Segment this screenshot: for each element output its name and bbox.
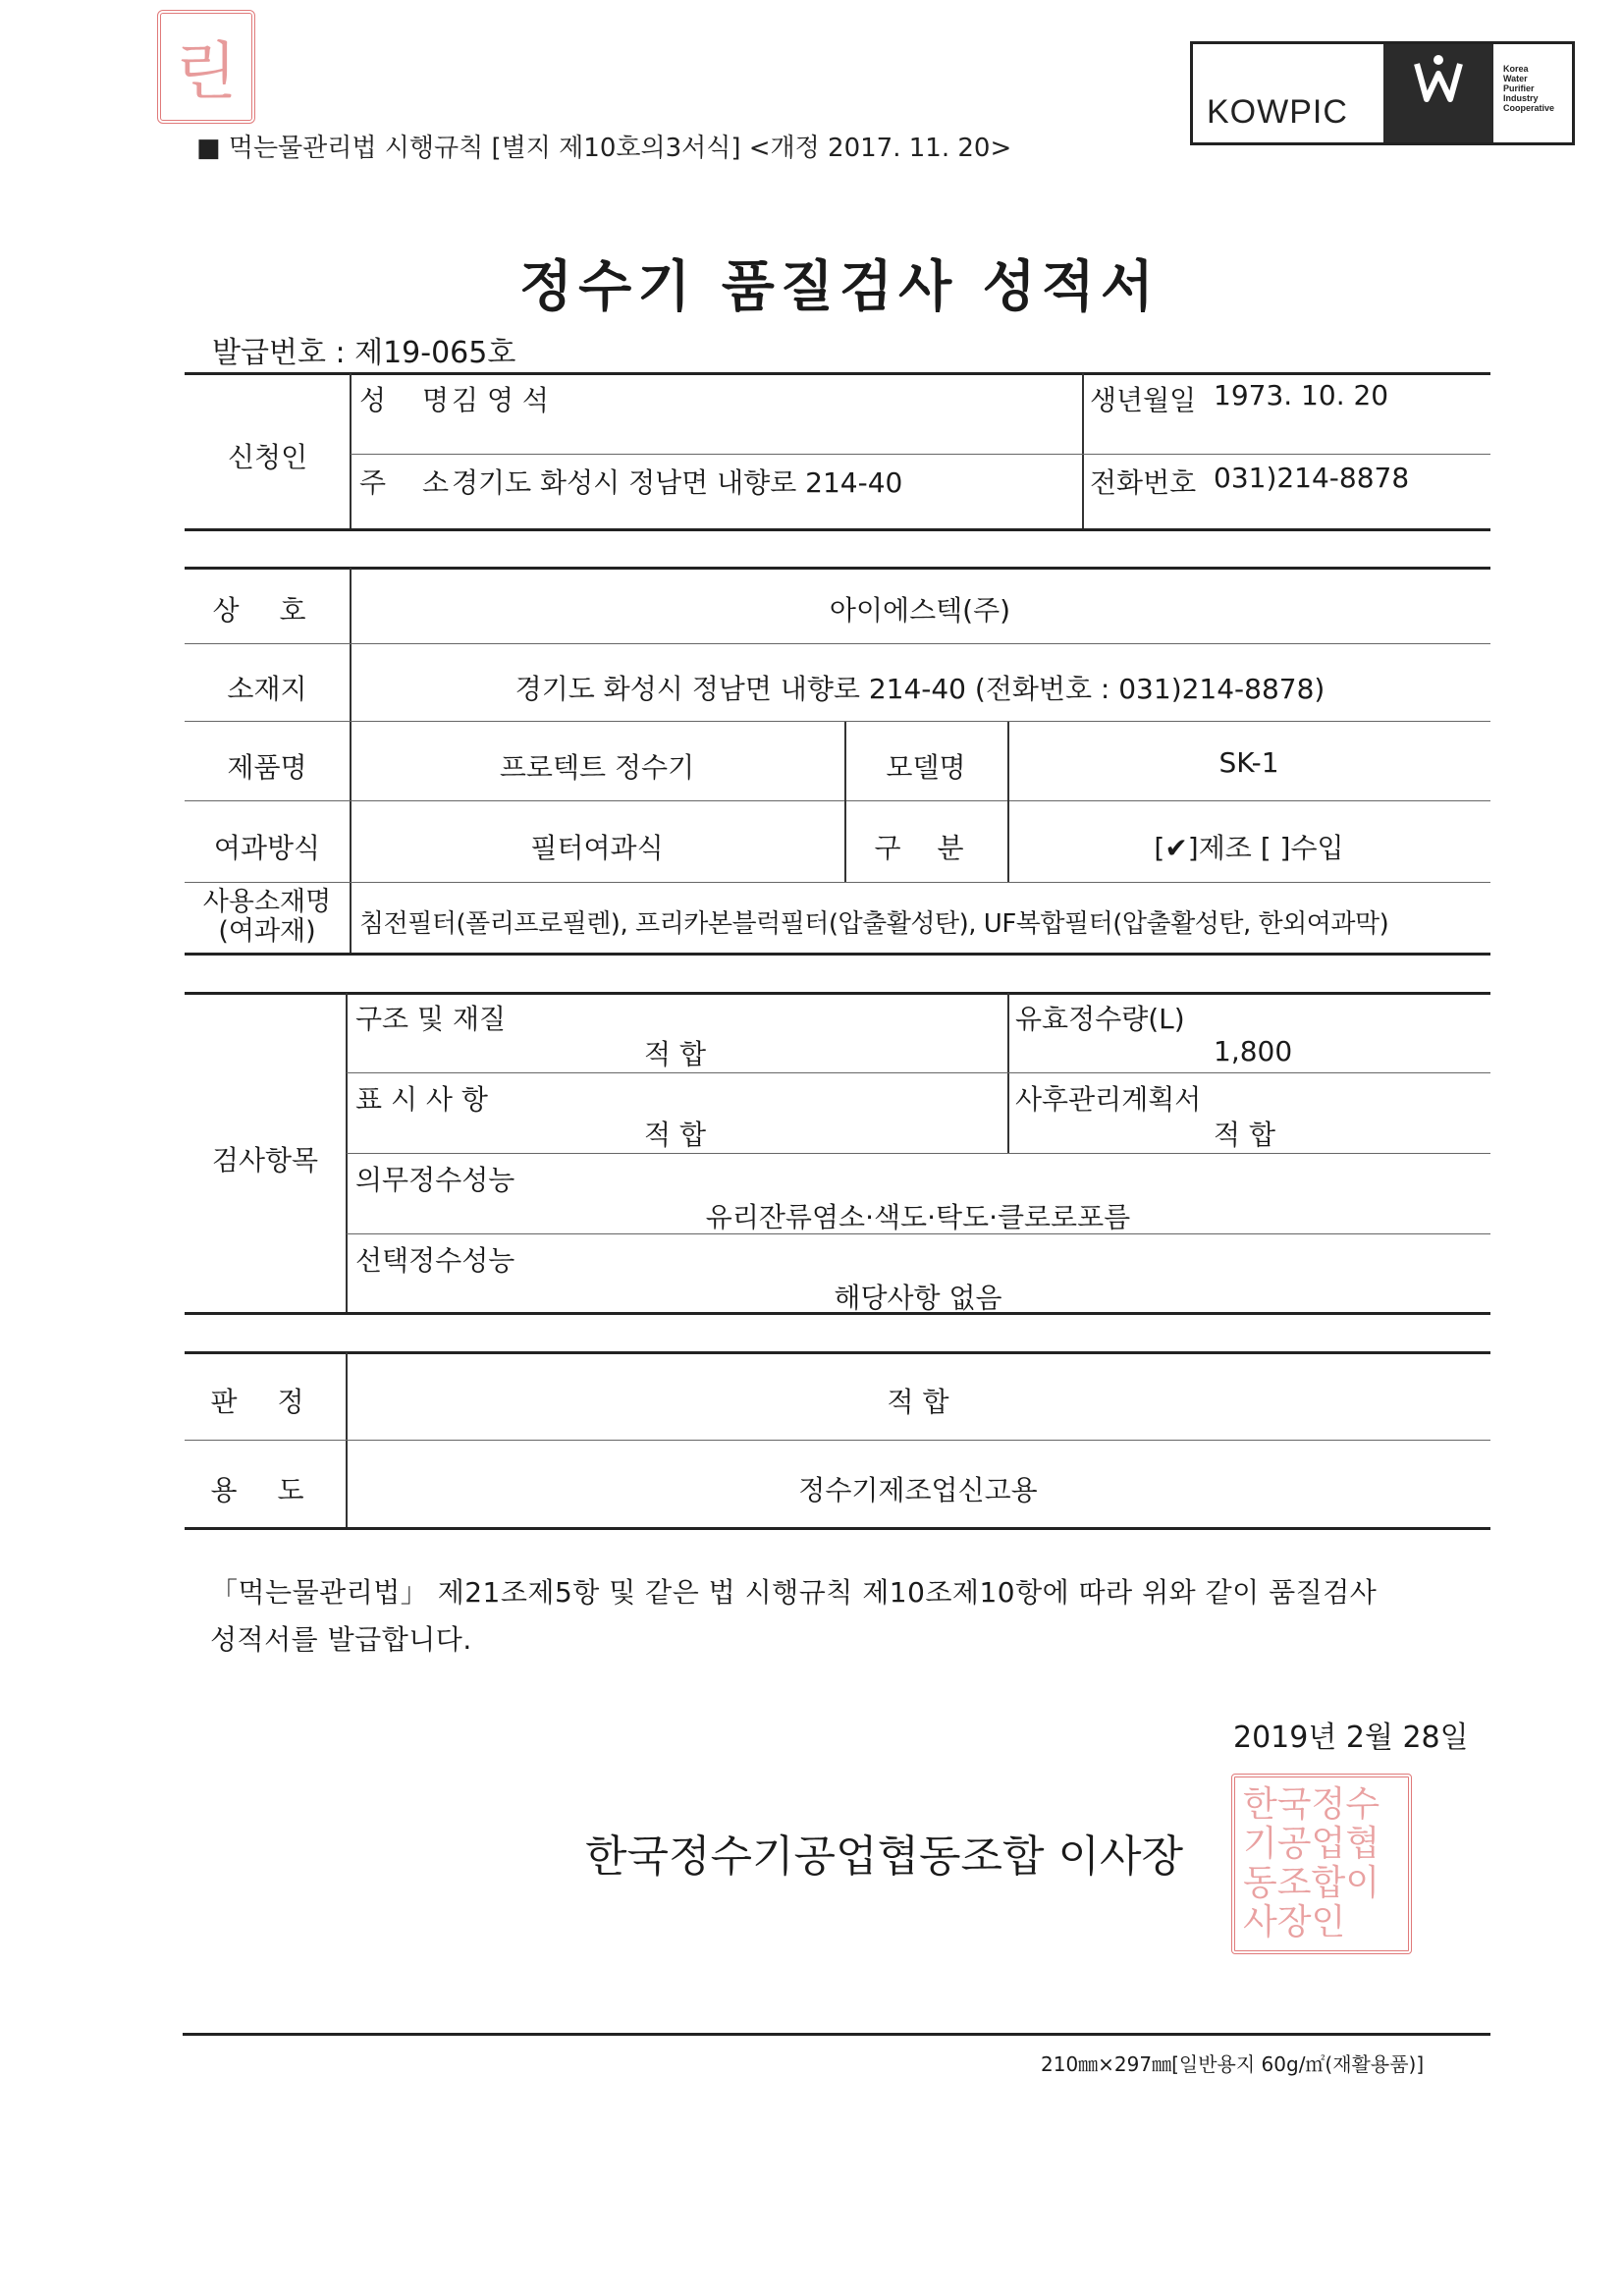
phone-label: 전화번호	[1090, 466, 1197, 499]
material-value: 침전필터(폴리프로필렌), 프리카본블럭필터(압출활성탄), UF복합필터(압출활성탄, 한외여과막)	[359, 909, 1389, 939]
birth-label: 생년월일	[1090, 384, 1197, 416]
trade-name-label: 상 호	[212, 594, 322, 627]
kowpic-mark-icon	[1383, 44, 1493, 142]
issue-date: 2019년 2월 28일	[1233, 1721, 1469, 1755]
page-title: 정수기 품질검사 성적서	[519, 255, 1160, 319]
mandatory-performance-value: 유리잔류염소·색도·탁도·클로로포름	[705, 1201, 1131, 1233]
kowpic-logo-text: KOWPIC	[1207, 93, 1348, 131]
marking-value: 적 합	[644, 1119, 706, 1151]
structure-label: 구조 및 재질	[355, 1003, 507, 1035]
name-value: 김 영 석	[452, 384, 549, 416]
inspection-label: 검사항목	[211, 1144, 319, 1176]
optional-performance-label: 선택정수성능	[355, 1244, 515, 1277]
judgement-value: 적 합	[887, 1386, 949, 1418]
top-stamp-glyph: 린	[176, 36, 237, 109]
model-value: SK-1	[1218, 746, 1279, 779]
product-name-label: 제품명	[227, 751, 307, 784]
top-stamp	[157, 10, 255, 124]
capacity-label: 유효정수량(L)	[1015, 1003, 1185, 1035]
location-value: 경기도 화성시 정남면 내향로 214-40 (전화번호 : 031)214-8878)	[514, 673, 1325, 705]
issue-number: 발급번호 : 제19-065호	[212, 336, 516, 370]
form-reference: ■ 먹는물관리법 시행규칙 [별지 제10호의3서식] <개정 2017. 11. 20>	[196, 134, 1012, 163]
location-label: 소재지	[227, 673, 307, 705]
judgement-label: 판 정	[210, 1386, 320, 1418]
issuer-seal	[1231, 1774, 1412, 1954]
usage-label: 용 도	[210, 1474, 320, 1506]
filter-method-value: 필터여과식	[530, 832, 664, 864]
trade-name-value: 아이에스텍(주)	[829, 594, 1011, 627]
structure-value: 적 합	[644, 1038, 706, 1070]
aftercare-label: 사후관리계획서	[1015, 1083, 1202, 1116]
marking-label: 표 시 사 항	[355, 1083, 488, 1116]
address-label: 주 소	[359, 466, 462, 499]
mandatory-performance-label: 의무정수성능	[355, 1164, 515, 1196]
division-label: 구 분	[874, 832, 978, 864]
model-label: 모델명	[886, 751, 966, 784]
issuer-name: 한국정수기공업협동조합 이사장	[585, 1831, 1184, 1882]
birth-value: 1973. 10. 20	[1214, 379, 1389, 411]
kowpic-logo	[1190, 41, 1575, 145]
capacity-value: 1,800	[1214, 1035, 1293, 1067]
aftercare-value: 적 합	[1214, 1119, 1275, 1151]
phone-value: 031)214-8878	[1214, 462, 1410, 494]
statement-line-1: 「먹는물관리법」 제21조제5항 및 같은 법 시행규칙 제10조제10항에 따라 위와 같이 품질검사	[210, 1576, 1378, 1609]
optional-performance-value: 해당사항 없음	[834, 1282, 1002, 1314]
name-label: 성 명	[359, 384, 462, 416]
kowpic-logo-sub: Korea Water Purifier Industry Cooperative	[1503, 64, 1555, 113]
address-value: 경기도 화성시 정남면 내향로 214-40	[452, 466, 903, 499]
applicant-label: 신청인	[228, 441, 308, 473]
paper-spec: 210㎜×297㎜[일반용지 60g/㎡(재활용품)]	[1041, 2052, 1425, 2076]
material-label: 사용소재명 (여과재)	[202, 887, 332, 947]
usage-value: 정수기제조업신고용	[798, 1474, 1038, 1506]
product-name-value: 프로텍트 정수기	[499, 751, 695, 784]
issuer-seal-glyphs: 한국정수기공업협동조합이사장인	[1243, 1784, 1380, 1942]
statement-line-2: 성적서를 발급합니다.	[210, 1623, 472, 1656]
filter-method-label: 여과방식	[213, 832, 321, 864]
division-value: [✔]제조 [ ]수입	[1154, 832, 1344, 864]
